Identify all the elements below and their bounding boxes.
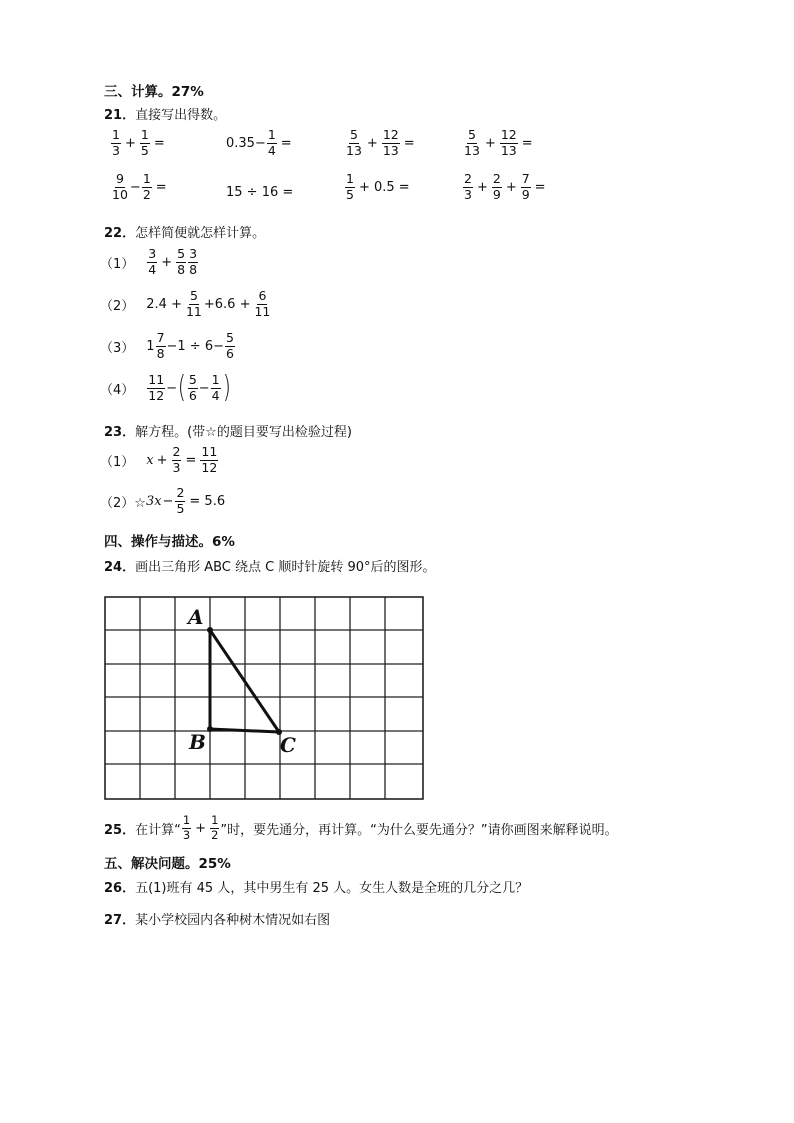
q21-item-g: $\frac{1}{5}$ + 0.5 = xyxy=(346,171,410,202)
point-b xyxy=(207,726,213,732)
question-21 xyxy=(104,104,226,123)
triangle-grid-figure xyxy=(102,594,432,804)
question-22 xyxy=(104,222,265,241)
question-number: 21． xyxy=(104,108,136,123)
question-26 xyxy=(104,877,528,896)
label-b: B xyxy=(189,730,206,754)
question-number: 22． xyxy=(104,226,136,241)
question-text: 解方程。(带☆的题目要写出检验过程) xyxy=(135,425,352,440)
q22-part-1: （1） $\frac{3}{4}$ + $\frac{5}{8}$ $\frac{3}{8}$ xyxy=(100,246,198,277)
question-text: 画出三角形 ABC 绕点 C 顺时针旋转 90°后的图形。 xyxy=(135,560,436,575)
section-4-title: 四、操作与描述。6% xyxy=(104,534,235,550)
question-23 xyxy=(104,421,352,440)
question-number: 23． xyxy=(104,425,136,440)
section-5-title: 五、解决问题。25% xyxy=(104,856,231,872)
q22-part-2: （2） 2.4 + $\frac{5}{11}$ +6.6 + $\frac{6}{11}$ xyxy=(100,288,271,319)
question-text: 直接写出得数。 xyxy=(135,108,227,123)
q21-item-d: $\frac{5}{13}$ + $\frac{12}{13}$ = xyxy=(464,127,533,158)
q21-item-e: $\frac{9}{10}$ − $\frac{1}{2}$ = xyxy=(112,171,167,202)
question-25: 25． 在计算“ $\frac{1}{3}$ + $\frac{1}{2}$ ”时，要先通分，再计算。“为什么要先通分？”请你画图来解释说明。 xyxy=(104,813,618,842)
q23-eq-1: （1） x + $\frac{2}{3}$ = $\frac{11}{12}$ xyxy=(100,444,218,475)
point-a xyxy=(207,627,213,633)
label-c: C xyxy=(280,733,296,757)
q21-item-c: $\frac{5}{13}$ + $\frac{12}{13}$ = xyxy=(346,127,415,158)
question-27 xyxy=(104,909,330,928)
question-number: 26． xyxy=(104,881,136,896)
q21-item-h: $\frac{2}{3}$ + $\frac{2}{9}$ + $\frac{7}{9}$ = xyxy=(464,171,546,202)
grid-lines xyxy=(105,597,423,799)
q22-part-4: （4） $\frac{11}{12}$ − ( $\frac{5}{6}$ − $\frac{1}{4}$ ) xyxy=(100,370,231,405)
question-text: 五(1)班有 45 人，其中男生有 25 人。女生人数是全班的几分之几？ xyxy=(135,881,529,896)
q21-item-a: $\frac{1}{3}$ + $\frac{1}{5}$ = xyxy=(112,127,165,158)
question-number: 24． xyxy=(104,560,136,575)
q21-item-f: 15 ÷ 16 = xyxy=(226,185,294,200)
question-text: 怎样简便就怎样计算。 xyxy=(135,226,266,241)
question-text: 某小学校园内各种树木情况如右图 xyxy=(135,913,331,928)
question-number: 27． xyxy=(104,913,136,928)
q23-eq-2: （2）☆ 3x − $\frac{2}{5}$ = 5.6 xyxy=(100,485,226,516)
question-24 xyxy=(104,556,436,575)
section-3-title: 三、计算。27% xyxy=(104,84,204,100)
label-a: A xyxy=(188,605,204,629)
q22-part-3: （3） 1 $\frac{7}{8}$ −1 ÷ 6− $\frac{5}{6}$ xyxy=(100,330,234,361)
q21-item-b: 0.35− $\frac{1}{4}$ = xyxy=(226,127,292,158)
